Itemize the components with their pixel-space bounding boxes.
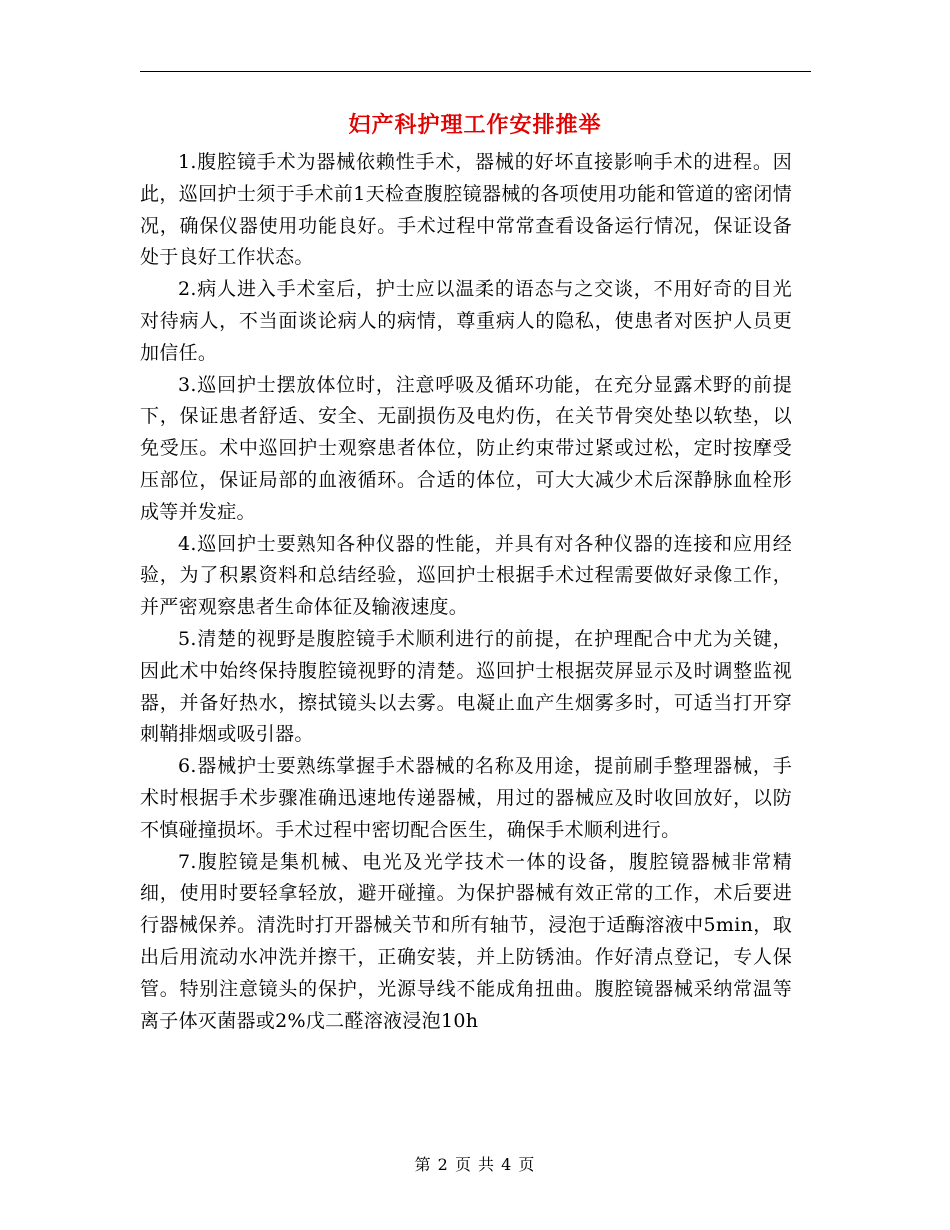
paragraph-4: 4.巡回护士要熟知各种仪器的性能，并具有对各种仪器的连接和应用经验，为了积累资料和总结经验，巡回护士根据手术过程需要做好录像工作，并严密观察患者生命体征及输液速度。 (140, 532, 792, 619)
paragraph-5: 5.清楚的视野是腹腔镜手术顺利进行的前提，在护理配合中尤为关键，因此术中始终保持腹腔镜视野的清楚。巡回护士根据荧屏显示及时调整监视器，并备好热水，擦拭镜头以去雾。电凝止血产生烟雾多时，可适当打开穿刺鞘排烟或吸引器。 (140, 627, 792, 746)
page-number-footer: 第 2 页 共 4 页 (414, 1155, 536, 1174)
document-body (140, 147, 792, 1037)
paragraph-3: 3.巡回护士摆放体位时，注意呼吸及循环功能，在充分显露术野的前提下，保证患者舒适、安全、无副损伤及电灼伤，在关节骨突处垫以软垫，以免受压。术中巡回护士观察患者体位，防止约束带过紧或过松，定时按摩受压部位，保证局部的血液循环。合适的体位，可大大减少术后深静脉血栓形成等并发症。 (140, 373, 792, 523)
paragraph-2: 2.病人进入手术室后，护士应以温柔的语态与之交谈，不用好奇的目光对待病人，不当面谈论病人的病情，尊重病人的隐私，使患者对医护人员更加信任。 (140, 278, 792, 364)
paragraph-7: 7.腹腔镜是集机械、电光及光学技术一体的设备，腹腔镜器械非常精细，使用时要轻拿轻放，避开碰撞。为保护器械有效正常的工作，术后要进行器械保养。清洗时打开器械关节和所有轴节，浸泡于适酶溶液中5min，取出后用流动水冲洗并擦干，正确安装，并上防锈油。作好清点登记，专人保管。特别注意镜头的保护，光源导线不能成角扭曲。腹腔镜器械采纳常温等离子体灭菌器或2%戊二醛溶液浸泡10h (140, 850, 792, 1032)
document-title: 妇产科护理工作安排推举 (348, 112, 602, 138)
header-rule (140, 71, 811, 72)
paragraph-6: 6.器械护士要熟练掌握手术器械的名称及用途，提前刷手整理器械，手术时根据手术步骤准确迅速地传递器械，用过的器械应及时收回放好，以防不慎碰撞损坏。手术过程中密切配合医生，确保手术顺利进行。 (140, 755, 792, 841)
paragraph-1: 1.腹腔镜手术为器械依赖性手术，器械的好坏直接影响手术的进程。因此，巡回护士须于手术前1天检查腹腔镜器械的各项使用功能和管道的密闭情况，确保仪器使用功能良好。手术过程中常常查看设备运行情况，保证设备处于良好工作状态。 (140, 151, 792, 269)
